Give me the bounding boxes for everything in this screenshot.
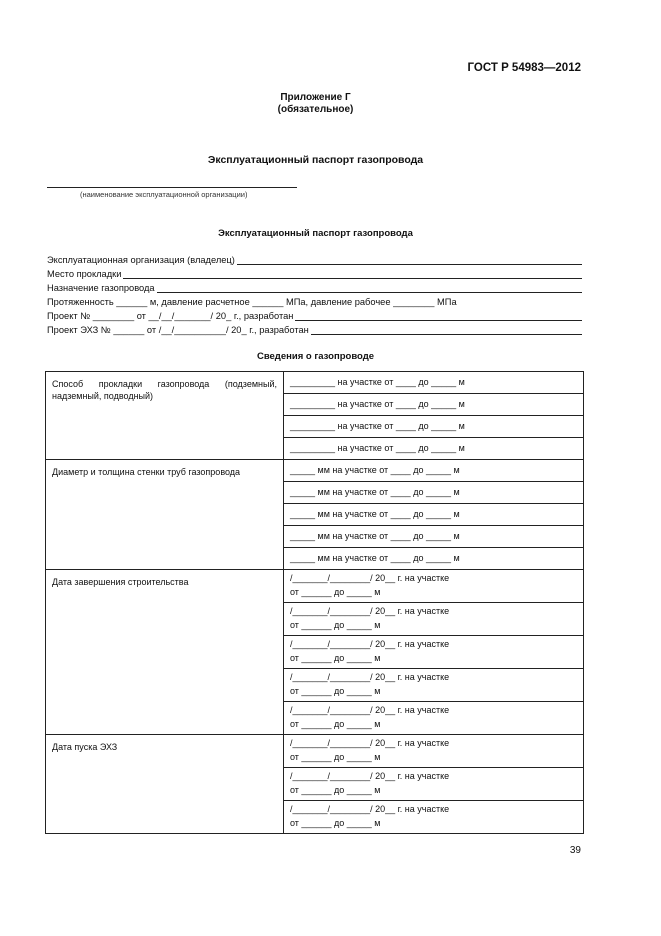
form-title: Эксплуатационный паспорт газопровода [218, 228, 413, 239]
table-row [46, 372, 584, 394]
main-title: Эксплуатационный паспорт газопровода [207, 154, 424, 166]
diameter-value-cell [284, 460, 584, 482]
laying-label: Способ прокладки газопровода (подземный, надземный, подводный) [52, 379, 277, 401]
field-project-line [295, 311, 582, 321]
org-name-line [47, 187, 297, 188]
diameter-value-cell [284, 504, 584, 526]
diameter-value: _____ мм на участке от ____ до _____ м [290, 531, 460, 541]
diameter-label: Диаметр и толщина стенки труб газопровода [52, 467, 241, 477]
completion-value-cell [284, 603, 584, 636]
date-line-2: от ______ до _____ м [290, 686, 381, 696]
table-row [46, 460, 584, 482]
diameter-value: _____ мм на участке от ____ до _____ м [290, 465, 460, 475]
field-location-line [123, 269, 582, 279]
field-location [47, 269, 582, 279]
laying-value: _________ на участке от ____ до _____ м [290, 377, 465, 387]
laying-value-cell [284, 372, 584, 394]
completion-value-cell [284, 636, 584, 669]
ecp-label-cell [46, 735, 284, 834]
laying-value: _________ на участке от ____ до _____ м [290, 443, 465, 453]
completion-value-cell [284, 702, 584, 735]
field-purpose [47, 283, 582, 293]
field-operator [47, 255, 582, 265]
appendix-status: (обязательное) [277, 104, 354, 115]
completion-value-cell [284, 570, 584, 603]
date-line-1: /_______/________/ 20__ г. на участке [290, 639, 450, 649]
field-purpose-label: Назначение газопровода [47, 283, 155, 293]
ecp-value-cell [284, 801, 584, 834]
date-line-2: от ______ до _____ м [290, 818, 381, 828]
field-length [47, 297, 582, 307]
laying-value-cell [284, 438, 584, 460]
date-line-2: от ______ до _____ м [290, 620, 381, 630]
field-operator-label: Эксплуатационная организация (владелец) [47, 255, 235, 265]
date-line-1: /_______/________/ 20__ г. на участке [290, 672, 450, 682]
pipeline-info-table [45, 371, 584, 834]
laying-value: _________ на участке от ____ до _____ м [290, 421, 465, 431]
diameter-label-cell [46, 460, 284, 570]
field-project [47, 311, 582, 321]
table-row [46, 735, 584, 768]
date-line-1: /_______/________/ 20__ г. на участке [290, 573, 450, 583]
table-row [46, 570, 584, 603]
field-project-label: Проект № ________ от __/__/_______/ 20_ г., разработан [47, 311, 294, 321]
field-ecp-project [47, 325, 582, 335]
ecp-value-cell [284, 735, 584, 768]
field-purpose-line [157, 283, 582, 293]
diameter-value: _____ мм на участке от ____ до _____ м [290, 509, 460, 519]
date-line-2: от ______ до _____ м [290, 752, 381, 762]
laying-value-cell [284, 394, 584, 416]
diameter-value-cell [284, 526, 584, 548]
date-line-2: от ______ до _____ м [290, 719, 381, 729]
laying-value-cell [284, 416, 584, 438]
field-location-label: Место прокладки [47, 269, 122, 279]
date-line-2: от ______ до _____ м [290, 587, 381, 597]
laying-value: _________ на участке от ____ до _____ м [290, 399, 465, 409]
completion-value-cell [284, 669, 584, 702]
diameter-value-cell [284, 548, 584, 570]
field-operator-line [237, 255, 582, 265]
table-title: Сведения о газопроводе [256, 351, 375, 362]
ecp-value-cell [284, 768, 584, 801]
diameter-value: _____ мм на участке от ____ до _____ м [290, 553, 460, 563]
completion-label-cell [46, 570, 284, 735]
completion-label: Дата завершения строительства [52, 577, 189, 587]
org-name-caption: (наименование эксплуатационной организации) [80, 190, 248, 199]
date-line-1: /_______/________/ 20__ г. на участке [290, 738, 450, 748]
page-number: 39 [569, 845, 581, 856]
field-ecp-project-label: Проект ЭХЗ № ______ от /__/__________/ 20_ г., разработан [47, 325, 309, 335]
laying-label-cell [46, 372, 284, 460]
date-line-1: /_______/________/ 20__ г. на участке [290, 771, 450, 781]
date-line-1: /_______/________/ 20__ г. на участке [290, 804, 450, 814]
appendix-title: Приложение Г [280, 92, 351, 103]
date-line-1: /_______/________/ 20__ г. на участке [290, 705, 450, 715]
date-line-2: от ______ до _____ м [290, 785, 381, 795]
date-line-2: от ______ до _____ м [290, 653, 381, 663]
diameter-value: _____ мм на участке от ____ до _____ м [290, 487, 460, 497]
field-ecp-project-line [311, 325, 582, 335]
date-line-1: /_______/________/ 20__ г. на участке [290, 606, 450, 616]
ecp-label: Дата пуска ЭХЗ [52, 742, 118, 752]
field-length-label: Протяженность ______ м, давление расчетное ______ МПа, давление рабочее ________ МПа [47, 297, 457, 307]
diameter-value-cell [284, 482, 584, 504]
standard-code: ГОСТ Р 54983—2012 [467, 62, 581, 74]
